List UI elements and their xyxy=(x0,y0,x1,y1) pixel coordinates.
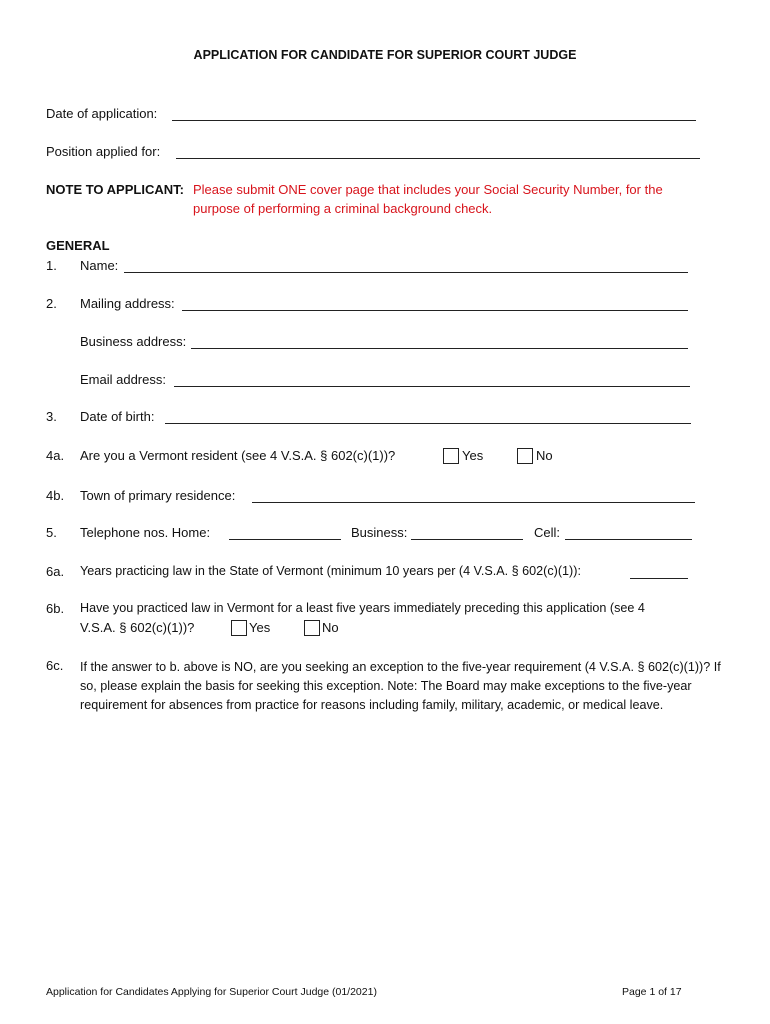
item-number-5: 5. xyxy=(46,525,57,540)
date-of-birth-field[interactable] xyxy=(165,409,691,424)
note-line-2: purpose of performing a criminal background check. xyxy=(193,201,493,216)
name-label: Name: xyxy=(80,258,119,273)
name-field[interactable] xyxy=(124,258,688,273)
page-number: Page 1 of 17 xyxy=(622,986,682,998)
item-number-4a: 4a. xyxy=(46,448,65,463)
note-label: NOTE TO APPLICANT: xyxy=(46,182,184,197)
date-of-application-label: Date of application: xyxy=(46,106,158,121)
position-applied-field[interactable] xyxy=(176,144,700,159)
email-address-field[interactable] xyxy=(174,372,690,387)
resident-yes-label: Yes xyxy=(462,448,484,463)
practiced-five-years-question-line-2: V.S.A. § 602(c)(1))? xyxy=(80,620,195,635)
years-practicing-label: Years practicing law in the State of Vermont (minimum 10 years per (4 V.S.A. § 602(c)(1)): xyxy=(80,564,581,578)
business-address-field[interactable] xyxy=(191,334,688,349)
town-of-residence-label: Town of primary residence: xyxy=(80,488,236,503)
page-title: APPLICATION FOR CANDIDATE FOR SUPERIOR COURT JUDGE xyxy=(193,48,577,62)
business-phone-field[interactable] xyxy=(411,525,523,540)
resident-no-label: No xyxy=(536,448,553,463)
mailing-address-field[interactable] xyxy=(182,296,688,311)
item-number-4b: 4b. xyxy=(46,488,65,503)
five-years-no-label: No xyxy=(322,620,339,635)
business-phone-label: Business: xyxy=(351,525,408,540)
date-of-application-field[interactable] xyxy=(172,106,696,121)
town-of-residence-field[interactable] xyxy=(252,488,695,503)
practiced-five-years-question-line-1: Have you practiced law in Vermont for a least five years immediately preceding this application (see 4 xyxy=(80,601,645,615)
five-years-no-checkbox[interactable] xyxy=(304,620,320,636)
resident-no-checkbox[interactable] xyxy=(517,448,533,464)
date-of-birth-label: Date of birth: xyxy=(80,409,155,424)
years-practicing-field[interactable] xyxy=(630,564,688,579)
resident-yes-checkbox[interactable] xyxy=(443,448,459,464)
email-address-label: Email address: xyxy=(80,372,166,387)
item-number-1: 1. xyxy=(46,258,57,273)
home-phone-field[interactable] xyxy=(229,525,341,540)
vermont-resident-question: Are you a Vermont resident (see 4 V.S.A. § 602(c)(1))? xyxy=(80,448,396,463)
item-number-3: 3. xyxy=(46,409,57,424)
position-applied-label: Position applied for: xyxy=(46,144,161,159)
footer-form-title: Application for Candidates Applying for Superior Court Judge (01/2021) xyxy=(46,986,377,998)
five-years-yes-checkbox[interactable] xyxy=(231,620,247,636)
item-number-6c: 6c. xyxy=(46,658,64,673)
item-number-6a: 6a. xyxy=(46,564,65,579)
note-line-1: Please submit ONE cover page that includes your Social Security Number, for the xyxy=(193,182,663,197)
business-address-label: Business address: xyxy=(80,334,187,349)
item-number-2: 2. xyxy=(46,296,57,311)
cell-phone-label: Cell: xyxy=(534,525,561,540)
exception-explanation-text: If the answer to b. above is NO, are you seeking an exception to the five-year requirement (4 V.S.A. § 602(c)(1))? If so, please explain the basis for seeking this exception. Note: The Board may make exceptions to the five-year requirement for absences from practice for reasons including family, military, academic, or medical leave. xyxy=(80,660,721,712)
five-years-yes-label: Yes xyxy=(249,620,271,635)
home-phone-label: Telephone nos. Home: xyxy=(80,525,211,540)
general-heading: GENERAL xyxy=(46,238,110,253)
mailing-address-label: Mailing address: xyxy=(80,296,175,311)
item-number-6b: 6b. xyxy=(46,601,65,616)
cell-phone-field[interactable] xyxy=(565,525,692,540)
